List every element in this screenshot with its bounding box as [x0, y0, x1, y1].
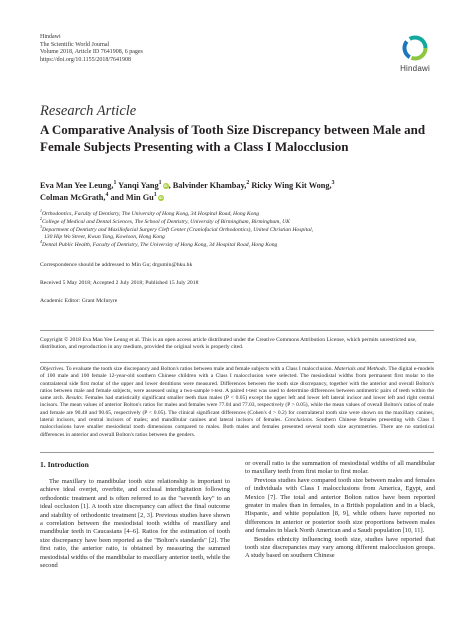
- abstract-conclusions-label: Conclusions.: [284, 417, 314, 424]
- divider: [40, 452, 434, 453]
- author-name[interactable]: Yanqi Yang: [118, 181, 159, 190]
- abstract-conclusions: Southern Chinese females presenting with Class I malocclusions have smaller mesiodistal tooth dimensions compared to males. Both males and females presented several tooth size asymmetries. There are no statistical differences in anterior and overall Bolton's ratios between the genders.: [40, 417, 434, 438]
- affiliations: [40, 211, 440, 250]
- affiliation-ref: 3: [331, 180, 335, 187]
- affiliation-text: Department of Dentistry and Maxillofacial Surgery Cleft Center (Craniofacial Orthodontics), United Christian Hospital,: [41, 226, 314, 233]
- affiliation-item: [40, 216, 440, 227]
- abstract-methods: The digital e-models of 100 male and 100 female 12-year-old southern Chinese children with a Class I malocclusion were selected. The mesiodistal widths from permanent first molar to the contralateral side first molar of the upper and lower dentitions were measured. Differences between the tooth size discrepancy, together with the anterior and overall Bolton's ratios between male and female subjects, were assessed using a two-sample t-test. A paired t-test was used to determine differences between antimetric pairs of teeth within the same arch.: [40, 366, 434, 402]
- academic-editor: Academic Editor: Grant McIntyre: [40, 298, 118, 304]
- journal-name: The Scientific World Journal: [40, 41, 110, 48]
- paragraph: or overall ratio is the summation of mesiodistal widths of all mandibular to maxillary teeth from first molar to first molar.: [245, 460, 435, 476]
- publication-dates: Received 5 May 2018; Accepted 2 July 2018; Published 15 July 2018: [40, 280, 199, 286]
- paragraph: The maxillary to mandibular tooth size relationship is important to achieve ideal overjet, overbite, and occlusal interdigitation following orthodontic treatment and is often referred to as the "seventh key" to an ideal occlusion [1]. A tooth size discrepancy can affect the final outcome and stability of orthodontic treatment [2, 3]. Previous studies have shown a correlation between the mesiodistal tooth widths of maxillary and mandibular teeth in Caucasians [4–6]. Ratios for the estimation of tooth size discrepancy have been reported as the "Bolton's standards" [2]. The first ratio, the anterior ratio, is obtained by measuring the summed mesiodistal widths of the mandibular to maxillary anterior teeth, while the second: [40, 478, 230, 570]
- volume-info: Volume 2018, Article ID 7641908, 6 pages: [40, 49, 143, 56]
- correspondence-line: Correspondence should be addressed to Min Gu; drgumin@hku.hk: [40, 262, 193, 268]
- affiliation-ref: 1: [158, 180, 162, 187]
- affiliation-number: 3: [40, 224, 42, 229]
- body-column-left: [40, 478, 230, 570]
- affiliation-ref: 1: [153, 192, 157, 199]
- affiliation-item: [40, 242, 440, 250]
- abstract-methods-label: Materials and Methods.: [334, 366, 388, 372]
- abstract-results: Females had statistically significant smaller teeth than males (P < 0.05) except the upper left and lower left lateral incisor and lower left and right central incisors. The mean values of anterior Bolton's ratios for males and females were 77.04 and 77.03, respectively (P > 0.05), while the mean values of overall Bolton's ratios of male and female are 90.48 and 90.65, respectively (P < 0.05). The clinical significant differences (Cohen's d > 0.2) for contralateral tooth size were shown on the maxillary canines, lateral incisors, and central incisors of males; and mandibular canines and lateral incisors of females.: [40, 395, 434, 424]
- copyright-notice: Copyright © 2018 Eva Man Yee Leung et al. This is an open access article distributed under the Creative Commons Attribution License, which permits unrestricted use, distribution, and reproduction in any medium, provided the original work is properly cited.: [40, 337, 417, 351]
- affiliation-number: 2: [40, 216, 42, 221]
- author-name[interactable]: and Min Gu: [110, 193, 154, 202]
- author-name[interactable]: Eva Man Yee Leung,: [40, 181, 114, 190]
- journal-header: [40, 34, 143, 64]
- affiliation-ref: 2: [246, 180, 250, 187]
- abstract-results-label: Results.: [65, 395, 84, 402]
- affiliation-number: 4: [40, 240, 42, 245]
- orcid-icon[interactable]: iD: [158, 195, 163, 200]
- author-name[interactable]: Colman McGrath,: [40, 193, 106, 202]
- orcid-icon[interactable]: iD: [163, 183, 168, 188]
- divider: [40, 330, 434, 331]
- author-name[interactable]: Ricky Wing Kit Wong,: [251, 181, 332, 190]
- paragraph: Besides ethnicity influencing tooth size, studies have reported that tooth size discrepancies may vary among different malocclusion groups. A study based on southern Chinese: [245, 535, 435, 560]
- article-type: Research Article: [40, 103, 137, 119]
- affiliation-text: Orthodontics, Faculty of Dentistry, The University of Hong Kong, 34 Hospital Road, Hong Kong: [41, 211, 260, 217]
- affiliation-number: 1: [40, 209, 42, 214]
- affiliation-text: Dental Public Health, Faculty of Dentistry, The University of Hong Kong, 34 Hospital Road, Hong Kong: [41, 242, 278, 249]
- section-heading: 1. Introduction: [40, 460, 89, 469]
- abstract-objectives-label: Objectives.: [40, 366, 65, 372]
- author-list: Eva Man Yee Leung,$^1$ Yanqi Yang$^1$ iD, Balvinder Khambay,$^2$ Ricky Wing Kit Wong,$^3$ Colman McGrath,$^4$ and Min Gu$^1$ iD: [40, 180, 335, 202]
- abstract-objectives: To evaluate the tooth size discrepancy and Bolton's ratios between male and female subjects with a Class I malocclusion.: [64, 366, 335, 372]
- affiliation-text: College of Medical and Dental Sciences, The School of Dentistry, University of Birmingham, Birmingham, UK: [41, 218, 290, 225]
- author-name[interactable]: Balvinder Khambay,: [172, 181, 247, 190]
- doi-link[interactable]: https://doi.org/10.1155/2018/7641908: [40, 56, 132, 63]
- publisher-name: Hindawi: [40, 34, 61, 40]
- affiliation-ref: 1: [113, 180, 117, 187]
- body-column-right: [245, 460, 435, 561]
- hindawi-logo-icon: [400, 33, 430, 63]
- affiliation-item-continued: 130 Hip Wo Street, Kwun Tong, Kowloon, Hong Kong: [44, 234, 165, 241]
- paragraph: Previous studies have compared tooth size between males and females of individuals with Class I malocclusions from America, Egypt, and Mexico [7]. The total and anterior Bolton ratios have been reported greater in males than in females, in a British population and in a black, Hispanic, and white population [8, 9], while others have reported no differences in anterior or posterior tooth size proportions between males and females in black North American and a Saudi population [10, 11].: [245, 476, 435, 535]
- abstract: [40, 366, 434, 439]
- affiliation-ref: 4: [105, 192, 109, 199]
- logo-text: Hindawi: [400, 64, 430, 73]
- article-title: A Comparative Analysis of Tooth Size Discrepancy between Male and Female Subjects Presenting with a Class I Malocclusion: [40, 122, 426, 154]
- affiliation-item: [40, 224, 440, 235]
- affiliation-item: [40, 211, 440, 219]
- hindawi-logo[interactable]: [393, 33, 437, 73]
- divider: [40, 362, 434, 363]
